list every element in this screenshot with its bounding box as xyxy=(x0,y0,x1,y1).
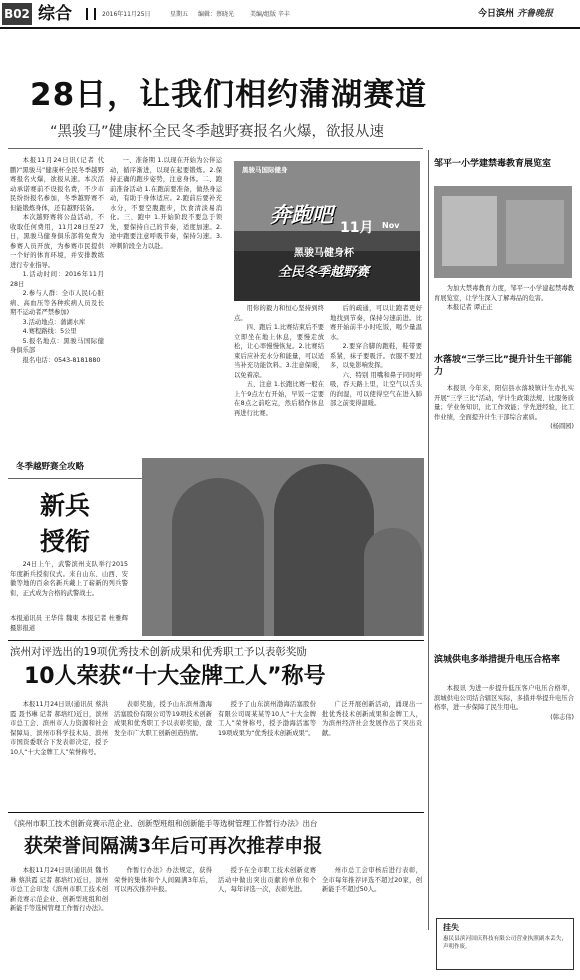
story3-col4 xyxy=(322,700,422,808)
photo-figure xyxy=(364,528,422,636)
story4-col2 xyxy=(114,866,212,974)
story3-headline: 10人荣获“十大金牌工人”称号 xyxy=(24,664,326,689)
section-name: 综合 xyxy=(38,4,72,24)
paper-name-a: 今日滨州 xyxy=(478,9,515,19)
issue-weekday: 星期五 xyxy=(170,11,189,18)
lead-col3-para: 用你的毅力和恒心坚持到终点。 xyxy=(234,305,324,322)
story4-para: 作暂行办法》办法规定，获得荣誉的集体和个人间隔满3年后，可以再次推荐申报。 xyxy=(114,867,212,893)
story4-para: 本报11月24日讯(通讯员 魏书琳 蔡洪霞 记者 郝培红)近日，滨州市总工会印发《滨州市职工技术创新竞赛示范企业、创新型班组和创新能手等选树管理工作暂行办法》。 xyxy=(10,867,108,912)
paper-logo xyxy=(478,6,553,19)
photo-panel xyxy=(506,200,564,264)
story4-kicker: 《滨州市职工技术创新竞赛示范企业、创新型班组和创新能手等选树管理工作暂行办法》出台 xyxy=(10,819,318,828)
lead-col1-para: 3.活动地点：蒲湖水库 xyxy=(22,318,86,326)
lost-notice-text: 惠民县滨河国庆科技有限公司营业执照副本丢失，声明作废。 xyxy=(443,936,567,950)
story3-para: 本报11月24日讯(通讯员 蔡洪霞 聂书琳 记者 郝培红)近日，滨州市总工会、滨州市人力资源和社会保障局、滨州市科学技术局、滨州市国资委联合下发表彰决定，授予10人“十大金牌工人”荣誉称号。 xyxy=(10,701,108,756)
lead-col1-para: 2.参与人群：全市人民(心脏病、高血压等各种疾病人员及长期不运动者严禁参加) xyxy=(10,290,104,316)
sidebar-divider xyxy=(428,150,429,930)
sidebar-story2-text xyxy=(434,384,574,648)
story2-credit: 本报通讯员 王华伟 魏東 本报记者 杜雅辉 摄影报道 xyxy=(10,615,128,632)
sidebar-story2-para: 本报讯 今年来，阳信县水落坡镇计生办扎实开展“三学三比”活动，学计生政策法规、比服务质量；学业务知识，比工作效能；学先进经验，比工作业绩，全面提升计生干部综合素质。 xyxy=(434,385,574,421)
lead-col1-para: 4.赛程路线：5公里 xyxy=(22,328,77,335)
poster-line2: 11月 xyxy=(340,220,374,236)
sidebar-story3-title: 滨城供电多举措提升电压合格率 xyxy=(434,655,561,665)
story2-caption xyxy=(10,560,128,612)
poster-line4: 黑骏马健身杯 xyxy=(294,248,354,259)
page-number: B02 xyxy=(2,3,32,25)
story4-col3 xyxy=(218,866,316,974)
designer-credit: 美编/组版 辛丰 xyxy=(250,11,290,18)
section-divider-3 xyxy=(8,640,424,641)
story3-para: 广泛开展创新活动，涌现出一批优秀技术创新成果和金牌工人，为滨州经济社会发展作出了突出贡献。 xyxy=(322,701,422,737)
sidebar-story2-title: 水落坡“三学三比”提升计生干部能力 xyxy=(434,355,572,377)
poster-line5: 全民冬季越野赛 xyxy=(278,265,370,280)
lead-col3-para: 四、跑后 1.比赛结束后不要立即坐在地上休息，要慢走放松，让心率慢慢恢复。2.比赛结束后应补充水分和能量，可以适当补充功能饮料。3.注意保暖，以免着凉。 xyxy=(234,324,324,379)
lead-col4-para: 2.要穿合脚的跑鞋，鞋带要系紧，袜子要吸汗。衣服不要过多，以免影响发挥。 xyxy=(330,343,422,369)
header-rule xyxy=(0,27,580,29)
lost-notice-box xyxy=(436,918,574,970)
editor-credit: 编辑：蔡晓光 xyxy=(198,11,235,18)
story4-col4 xyxy=(322,866,422,974)
story3-para: 表彰奖励，授予山东滨州渤海活塞股份有限公司等19项技术创新成果和优秀职工予以表彰奖励，激发全市广大职工创新创造热情。 xyxy=(114,701,212,737)
photo-figure xyxy=(274,464,374,636)
story4-headline: 获荣誉间隔满3年后可再次推荐申报 xyxy=(24,835,323,857)
story3-para: 授予了山东滨州渤海活塞股份有限公司周某某等10人“十大金牌工人”荣誉称号，授予渤海活塞等19项成果为“优秀技术创新成果”。 xyxy=(218,701,316,737)
lead-column-2 xyxy=(110,156,222,460)
lead-col1-para: 5.报名地点：黑骏马国际健身俱乐部 xyxy=(10,337,104,354)
lead-divider xyxy=(8,148,423,149)
poster-line1: 奔跑吧 xyxy=(270,203,333,227)
lead-col1-para: 报名电话：0543-8181880 xyxy=(22,356,101,364)
event-poster xyxy=(234,161,420,301)
paper-name-b: 齐鲁晚报 xyxy=(517,9,554,19)
sidebar-story1-photo xyxy=(434,186,572,278)
lead-headline: 28日，让我们相约蒲湖赛道 xyxy=(30,77,428,113)
section-ornament xyxy=(86,8,96,20)
lead-column-4 xyxy=(330,304,422,462)
sidebar-story1-para: 为加大禁毒教育力度，邹平一小学建起禁毒教育展览室，让学生深入了解毒品的危害。 xyxy=(434,285,574,302)
section-divider-4 xyxy=(8,812,424,813)
sidebar-story1-title: 邹平一小学建禁毒教育展览室 xyxy=(434,159,552,169)
story2-photo xyxy=(142,458,424,636)
lost-notice-title: 挂失 xyxy=(443,923,459,932)
sidebar-story3-text xyxy=(434,684,574,900)
story3-kicker: 滨州对评选出的19项优秀技术创新成果和优秀职工予以表彰奖励 xyxy=(10,646,307,658)
lead-col1-para: 本报11月24日讯(记者 代 鹏)“黑骏马”健康杯全民冬季越野赛报名火爆，欲报从速。本次活动承诺赛前不设报名费，不少市民纷纷报名参加，冬季越野赛不但能锻炼身体，还有越野装备。 xyxy=(10,157,104,212)
sidebar-story3-credit: (韩志伟) xyxy=(550,713,574,721)
story2-title: 新兵授衔 xyxy=(40,491,91,556)
poster-line3: Nov xyxy=(382,221,400,230)
story4-para: 授予在全市职工技术创新竞赛活动中做出突出贡献的单位和个人，每年评选一次，表彰先进。 xyxy=(218,867,316,893)
photo-figure xyxy=(172,478,264,636)
lead-col2-para: 一、准备期 1.以现在开始为公伴运动，循序渐进，以现在起要锻炼。2.保持正确的跑步姿势，注意身体。二、跑前准备活动 1.在跑前要准备，做热身运动，有助于身体适应。2.跑前后要补充水分，不要空腹跑步，饮食清淡易消化。三、跑中 1.开始阶段不要急于领先，要保持自己的节奏，适度加速。2.途中跑要注意呼吸节奏，保持匀速。3.冲刺阶段全力以赴。 xyxy=(110,157,222,250)
lead-column-1 xyxy=(10,156,104,456)
lead-col1-para: 本次越野赛将公益活动，不收取任何费用，11月28日至27日，黑骏马健身俱乐部将免费为参赛人员开放，为参赛市民提供一个好的体育环境，并安排教练进行专业指导。 xyxy=(10,214,104,269)
lead-col4-para: 六、特别 用嘴和鼻子同时呼吸，吞天路上里，让空气以舌头的润湿，可以使得空气在进入肺部之前变得温暖。 xyxy=(330,371,422,407)
story3-col1 xyxy=(10,700,108,808)
sidebar-story2-credit: (杨圆园) xyxy=(550,423,574,430)
poster-logo: 黑骏马国际健身 xyxy=(242,166,288,174)
lead-col4-para: 后的疏通，可以让跑者更好地找到节奏，保持匀速前进。比赛开始前半小时吃饭，喝少量温水。 xyxy=(330,305,422,341)
lead-col3-para: 五、注意 1.长跑比赛一般在上午9点左右开始，早饭一定要在8点之前吃完，然后稍作休息再进行比赛。 xyxy=(234,381,324,417)
sidebar-story1-text xyxy=(434,284,574,344)
lead-guide-heading: 冬季越野赛全攻略 xyxy=(16,462,85,472)
issue-date: 2016年11月25日 xyxy=(102,11,151,18)
sidebar-story1-credit: 本报记者 谭正正 xyxy=(446,304,493,311)
story3-col2 xyxy=(114,700,212,808)
story3-col3 xyxy=(218,700,316,808)
lead-col1-para: 1.活动时间：2016年11月28日 xyxy=(10,271,104,288)
story4-para: 州市总工会审核后进行表彰，全市每年推荐评选不超过20家，创新能手不超过50人。 xyxy=(322,867,422,893)
lead-subhead: “黑骏马”健康杯全民冬季越野赛报名火爆，欲报从速 xyxy=(50,124,385,140)
masthead xyxy=(0,0,580,28)
photo-panel xyxy=(442,196,497,266)
lead-column-3 xyxy=(234,304,324,462)
story2-caption-para: 24日上午，武警滨州支队举行2015年度新兵授衔仪式。来自山东、山西、安徽等地的百余名新兵戴上了崭新的列兵警衔，正式成为合格的武警战士。 xyxy=(10,561,128,597)
story4-col1 xyxy=(10,866,108,974)
sidebar-story3-para: 本报讯 为进一步提升低压客户电压合格率，滨城供电公司结合辖区实际，多措并举提升电压合格率，进一步保障了民生用电。 xyxy=(434,685,574,711)
